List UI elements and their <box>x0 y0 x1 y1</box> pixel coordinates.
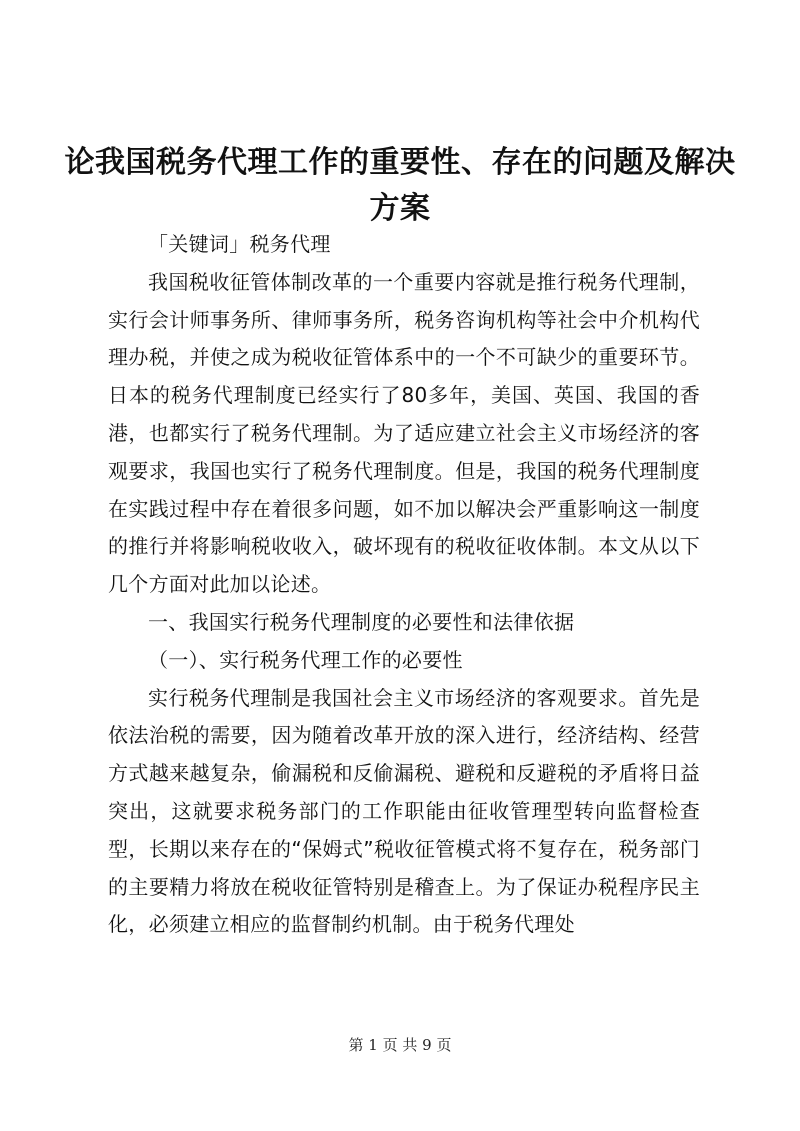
document-body <box>108 226 700 944</box>
document-title: 论我国税务代理工作的重要性、存在的问题及解决方案 <box>64 145 736 226</box>
section-heading: 一、我国实行税务代理制度的必要性和法律依据 <box>148 609 575 634</box>
keywords-paragraph: 「关键词」税务代理 <box>148 232 331 256</box>
page-footer: 第 1 页 共 9 页 <box>348 1036 452 1054</box>
body-paragraph: 我国税收征管体制改革的一个重要内容就是推行税务代理制，实行会计师事务所、律师事务所，税务咨询机构等社会中介机构代理办税，并使之成为税收征管体系中的一个不可缺少的重要环节。日本的税务代理制度已经实行了80多年，美国、英国、我国的香港，也都实行了税务代理制。为了适应建立社会主义市场经济的客观要求，我国也实行了税务代理制度。但是，我国的税务代理制度在实践过程中存在着很多问题，如不加以解决会严重影响这一制度的推行并将影响税收收入，破坏现有的税收征收体制。本文从以下几个方面对此加以论述。 <box>108 269 700 597</box>
body-paragraph: 实行税务代理制是我国社会主义市场经济的客观要求。首先是依法治税的需要，因为随着改革开放的深入进行，经济结构、经营方式越来越复杂，偷漏税和反偷漏税、避税和反避税的矛盾将日益突出，这就要求税务部门的工作职能由征收管理型转向监督检查型，长期以来存在的“保姆式”税收征管模式将不复存在，税务部门的主要精力将放在税收征管特别是稽查上。为了保证办税程序民主化，必须建立相应的监督制约机制。由于税务代理处 <box>108 685 700 937</box>
subsection-heading: （一）、实行税务代理工作的必要性 <box>148 647 463 672</box>
